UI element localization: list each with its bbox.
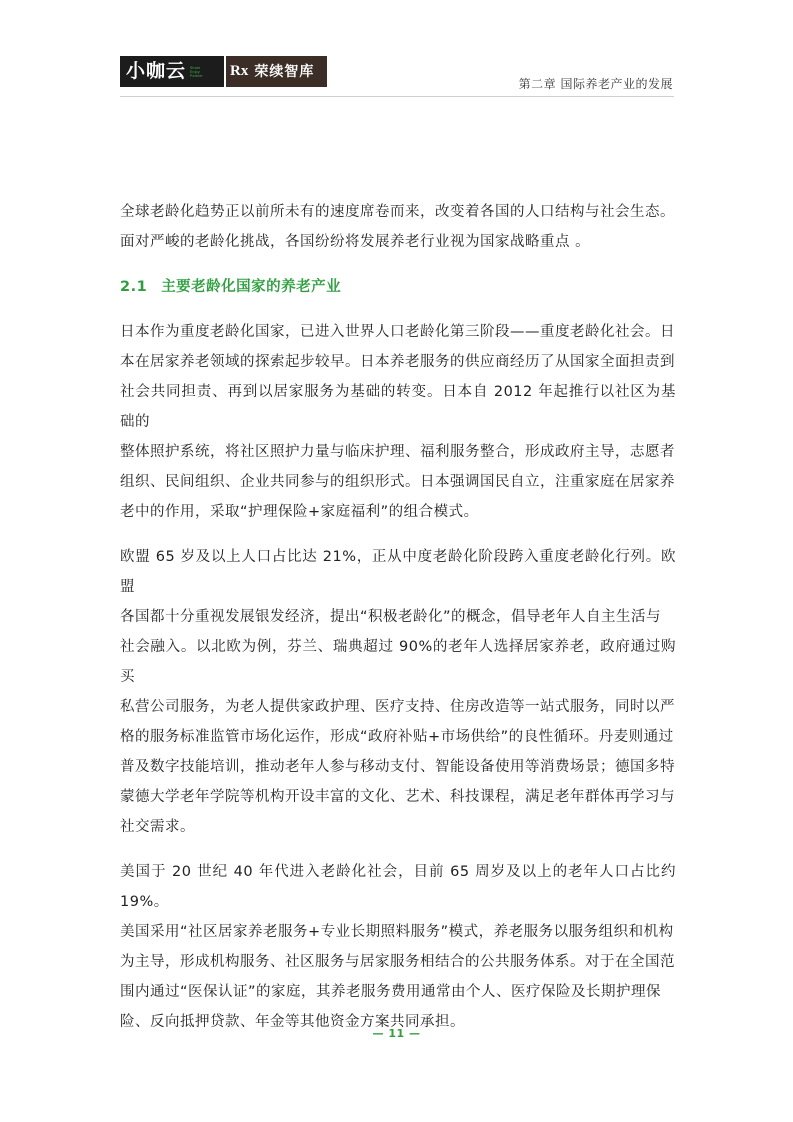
text-line: 为主导，形成机构服务、社区服务与居家服务相结合的公共服务体系。对于在全国范 [120,954,675,970]
text-line: 面对严峻的老龄化挑战，各国纷纷将发展养老行业视为国家战略重点 。 [120,234,591,250]
xiaokayun-logo-mark: 小咖云 [126,60,187,82]
page-content [120,197,676,1037]
chapter-title: 第二章 国际养老产业的发展 [518,77,673,91]
text-line: 普及数字技能培训，推动老年人参与移动支付、智能设备使用等消费场景；德国多特 [120,759,675,775]
rongxu-think-tank-logo [226,56,327,87]
paragraph-eu [120,542,676,842]
text-line: 日本作为重度老龄化国家，已进入世界人口老龄化第三阶段——重度老龄化社会。日 [120,324,675,340]
rongxu-logo-name: 荣续智库 [254,63,315,80]
text-line: 美国采用“社区居家养老服务+专业长期照料服务”模式，养老服务以服务组织和机构 [120,924,674,940]
text-line: 老中的作用，采取“护理保险+家庭福利”的组合模式。 [120,504,479,520]
text-line: 社会融入。以北欧为例，芬兰、瑞典超过 90%的老年人选择居家养老，政府通过购买 [120,639,676,685]
section-heading [120,272,676,302]
text-line: 蒙德大学老年学院等机构开设丰富的文化、艺术、科技课程，满足老年群体再学习与 [120,789,675,805]
text-line: 社会共同担责、再到以居家服务为基础的转变。日本自 2012 年起推行以社区为基础的 [120,384,676,430]
header-divider [120,96,674,97]
text-line: 全球老龄化趋势正以前所未有的速度席卷而来，改变着各国的人口结构与社会生态。 [120,204,675,220]
section-title: 主要老龄化国家的养老产业 [161,279,342,295]
section-number: 2.1 [120,279,148,295]
text-line: 围内通过“医保认证”的家庭，其养老服务费用通常由个人、医疗保险及长期护理保 [120,984,662,1000]
text-line: 欧盟 65 岁及以上人口占比达 21%，正从中度老龄化阶段跨入重度老龄化行列。欧盟 [120,549,676,595]
text-line: 险、反向抵押贷款、年金等其他资金方案共同承担。 [120,1014,465,1030]
page-number: — 11 — [372,1027,421,1040]
rongxu-logo-mark: Rx [230,63,249,79]
text-line: 美国于 20 世纪 40 年代进入老龄化社会，目前 65 周岁及以上的老年人口占比约 19%。 [120,864,676,910]
paragraph-japan [120,317,676,527]
text-line: 组织、民间组织、企业共同参与的组织形式。日本强调国民自立，注重家庭在居家养 [120,474,675,490]
paragraph-us [120,857,676,1037]
text-line: 社交需求。 [120,819,195,835]
text-line: 各国都十分重视发展银发经济，提出“积极老龄化”的概念，倡导老年人自主生活与 [120,609,662,625]
intro-paragraph [120,197,676,257]
xiaokayun-logo [120,56,224,87]
text-line: 私营公司服务，为老人提供家政护理、医疗支持、住房改造等一站式服务，同时以严 [120,699,675,715]
xiaokayun-logo-tagline: Share Enjoy Partner [190,65,203,78]
text-line: 格的服务标准监管市场化运作，形成“政府补贴+市场供给”的良性循环。丹麦则通过 [120,729,674,745]
text-line: 整体照护系统，将社区照护力量与临床护理、福利服务整合，形成政府主导，志愿者 [120,444,675,460]
text-line: 本在居家养老领域的探索起步较早。日本养老服务的供应商经历了从国家全面担责到 [120,354,675,370]
